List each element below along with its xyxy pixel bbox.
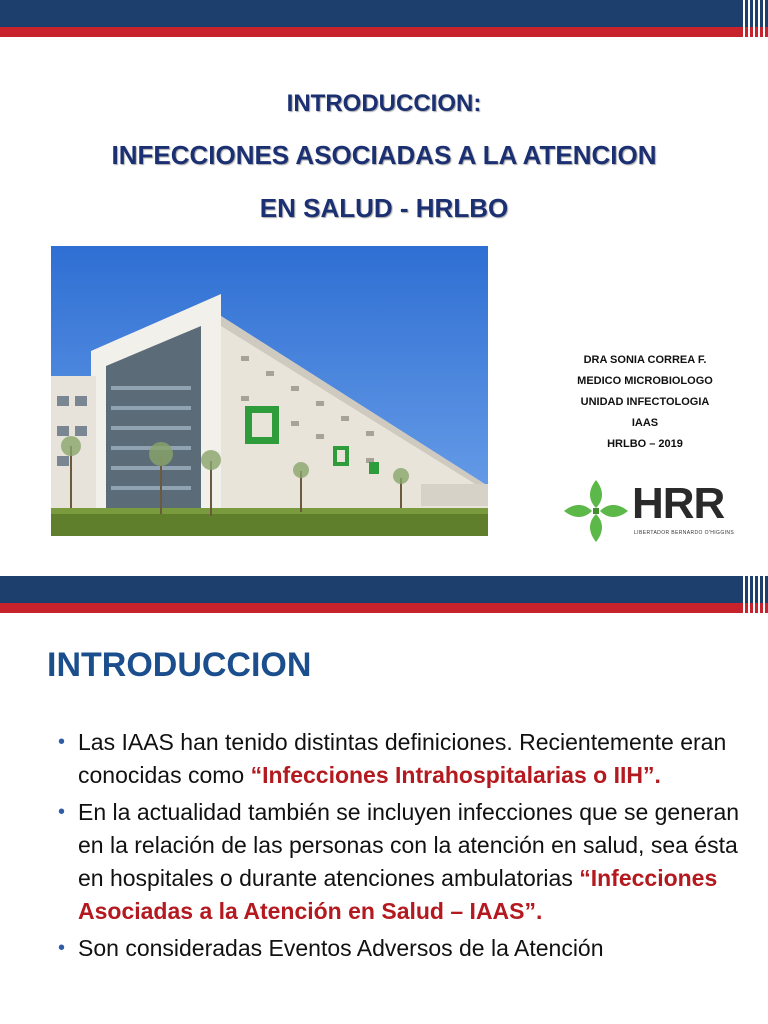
- author-info: [540, 350, 750, 455]
- list-item: [58, 932, 758, 965]
- slide-introduction: [0, 576, 768, 1024]
- bullet-highlight: “Infecciones Asociadas a la Atención en Salud – IAAS”.: [78, 865, 718, 924]
- bullet-list: [58, 726, 758, 969]
- slide-heading: INTRODUCCION: [47, 646, 312, 684]
- bullet-icon: •: [58, 731, 66, 753]
- hospital-building-photo: [51, 246, 488, 536]
- top-band: [0, 0, 768, 40]
- author-line: MEDICO MICROBIOLOGO: [577, 375, 713, 387]
- bullet-text: Son consideradas Eventos Adversos de la Atención: [78, 935, 604, 961]
- slide-title-line3: EN SALUD - HRLBO: [259, 193, 509, 223]
- author-line: IAAS: [631, 417, 659, 429]
- slide-title-line1: INTRODUCCION:: [286, 90, 482, 117]
- slide-title-line2: INFECCIONES ASOCIADAS A LA ATENCION: [111, 140, 657, 170]
- bullet-text: Las IAAS han tenido distintas definiciones. Recientemente eran conocidas como: [78, 729, 727, 788]
- logo-text: HRR: [632, 479, 725, 528]
- top-band: [0, 576, 768, 616]
- bullet-icon: •: [58, 937, 66, 959]
- bullet-text: En la actualidad también se incluyen infecciones que se generan en la relación de las personas con la atención en salud, sea ésta en hospitales o durante atenciones ambulatorias: [78, 799, 740, 891]
- list-item: [58, 796, 758, 928]
- author-line: HRLBO – 2019: [607, 438, 683, 450]
- list-item: [58, 726, 758, 792]
- bullet-icon: •: [58, 801, 66, 823]
- logo-subtitle: LIBERTADOR BERNARDO O'HIGGINS: [634, 530, 735, 536]
- bullet-highlight: “Infecciones Intrahospitalarias o IIH”.: [250, 762, 661, 788]
- hrr-logo: [560, 476, 740, 546]
- cross-leaf-logo-icon: [560, 476, 632, 546]
- author-line: UNIDAD INFECTOLOGIA: [580, 396, 710, 408]
- author-line: DRA SONIA CORREA F.: [583, 354, 707, 366]
